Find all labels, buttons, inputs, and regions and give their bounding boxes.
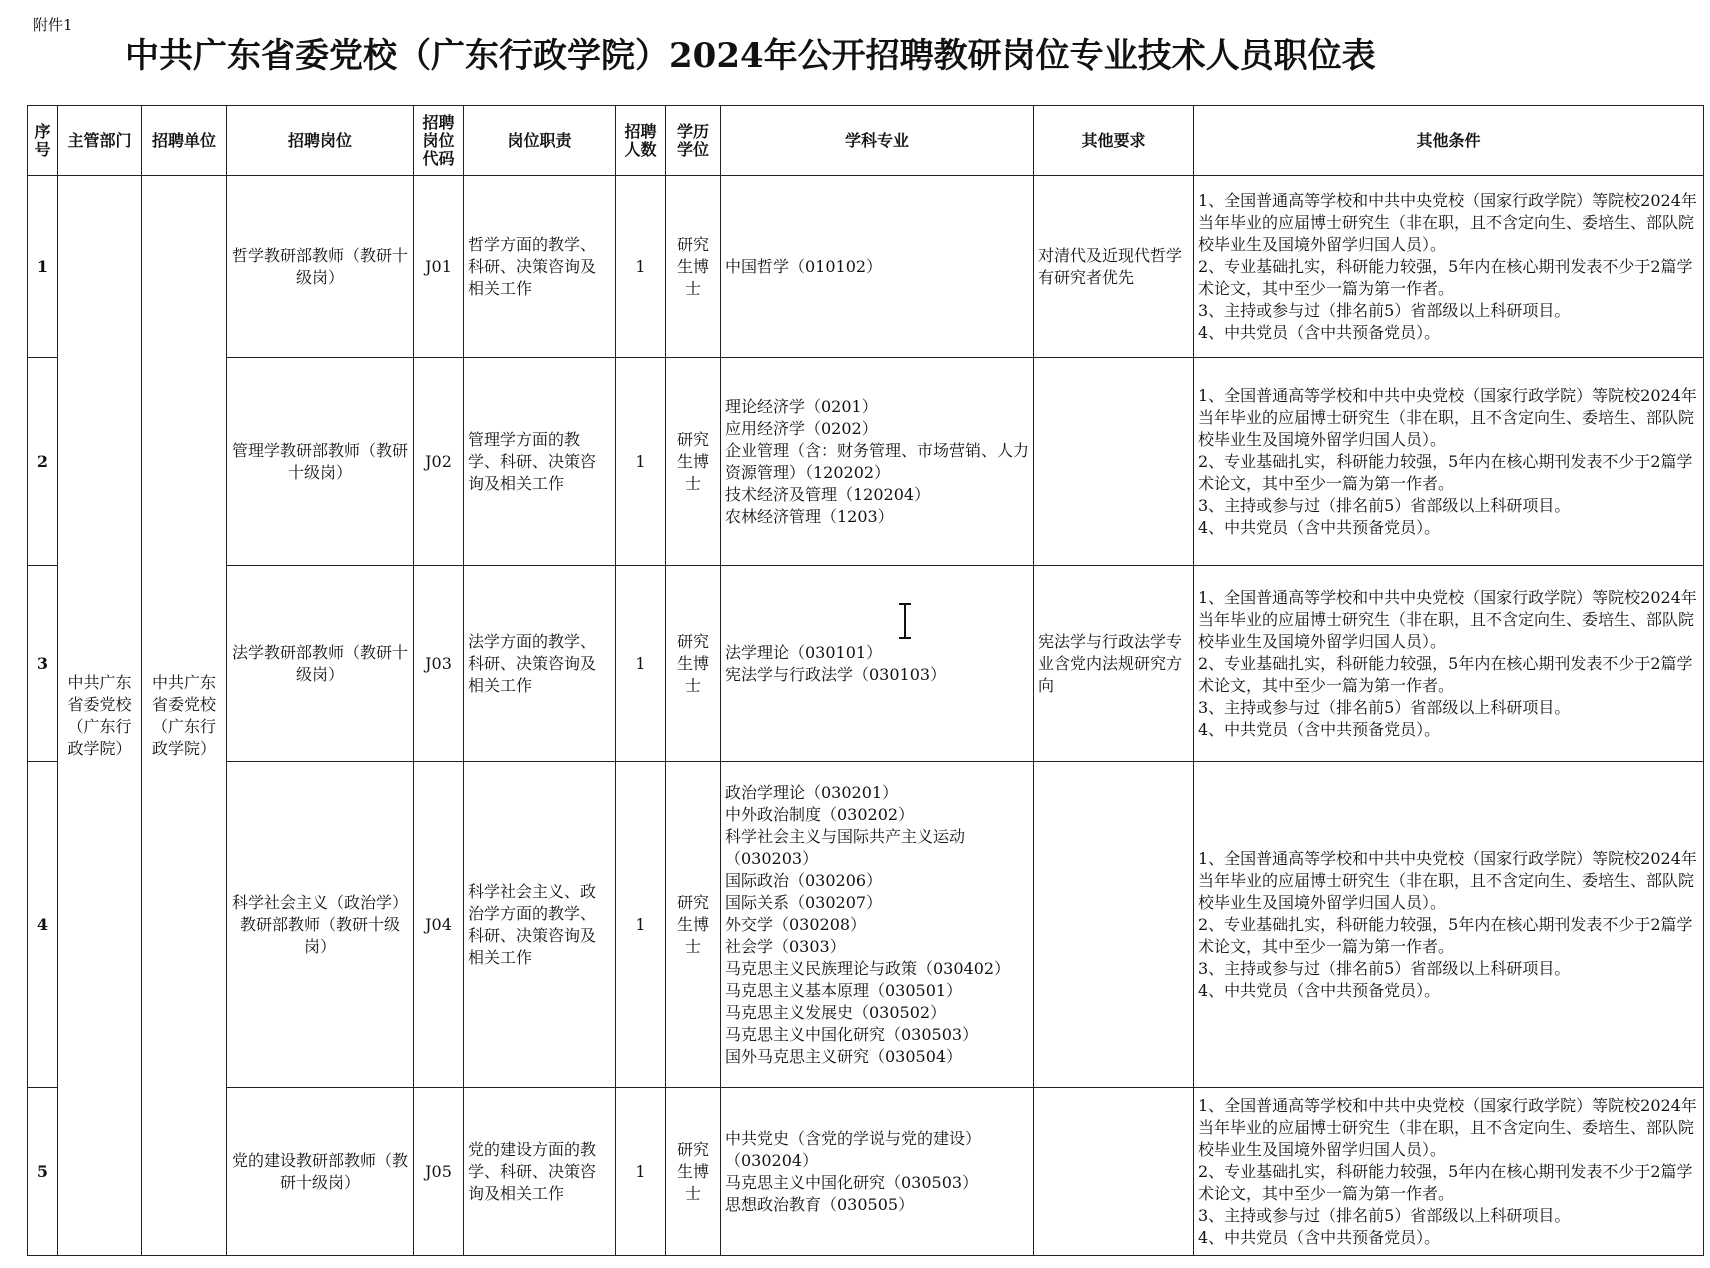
header-dept: 主管部门 bbox=[58, 106, 142, 176]
positions-table bbox=[27, 105, 1704, 1256]
row-seq: 4 bbox=[28, 762, 58, 1088]
conditions-cell: 1、全国普通高等学校和中共中央党校（国家行政学院）等院校2024年当年毕业的应届博士研究生（非在职，且不含定向生、委培生、部队院校毕业生及国境外留学归国人员）。 2、专业基础扎实，科研能力较强，5年内在核心期刊发表不少于2篇学术论文，其中至少一篇为第一作者。 3、主持或参与过（排名前5）省部级以上科研项目。 4、中共党员（含中共预备党员）。 bbox=[1194, 762, 1704, 1088]
row-seq: 5 bbox=[28, 1088, 58, 1256]
other-req-cell bbox=[1034, 358, 1194, 566]
count-cell: 1 bbox=[616, 566, 666, 762]
row-seq: 2 bbox=[28, 358, 58, 566]
majors-cell: 政治学理论（030201） 中外政治制度（030202） 科学社会主义与国际共产主义运动（030203） 国际政治（030206） 国际关系（030207） 外交学（030208） 社会学（0303） 马克思主义民族理论与政策（030402） 马克思主义基本原理（030501） 马克思主义发展史（030502） 马克思主义中国化研究（030503） 国外马克思主义研究（030504） bbox=[721, 762, 1034, 1088]
post-cell: 哲学教研部教师（教研十级岗） bbox=[227, 176, 414, 358]
header-other-req: 其他要求 bbox=[1034, 106, 1194, 176]
header-other-cond: 其他条件 bbox=[1194, 106, 1704, 176]
header-degree: 学历学位 bbox=[666, 106, 721, 176]
duty-cell: 党的建设方面的教学、科研、决策咨询及相关工作 bbox=[464, 1088, 616, 1256]
table-row bbox=[28, 762, 1704, 1088]
conditions-cell: 1、全国普通高等学校和中共中央党校（国家行政学院）等院校2024年当年毕业的应届博士研究生（非在职，且不含定向生、委培生、部队院校毕业生及国境外留学归国人员）。 2、专业基础扎实，科研能力较强，5年内在核心期刊发表不少于2篇学术论文，其中至少一篇为第一作者。 3、主持或参与过（排名前5）省部级以上科研项目。 4、中共党员（含中共预备党员）。 bbox=[1194, 566, 1704, 762]
code-cell: J05 bbox=[414, 1088, 464, 1256]
text-cursor-icon bbox=[904, 603, 906, 639]
duty-cell: 科学社会主义、政治学方面的教学、科研、决策咨询及相关工作 bbox=[464, 762, 616, 1088]
count-cell: 1 bbox=[616, 1088, 666, 1256]
majors-cell: 中共党史（含党的学说与党的建设）（030204） 马克思主义中国化研究（030503） 思想政治教育（030505） bbox=[721, 1088, 1034, 1256]
post-cell: 党的建设教研部教师（教研十级岗） bbox=[227, 1088, 414, 1256]
degree-cell: 研究生博士 bbox=[666, 176, 721, 358]
code-cell: J02 bbox=[414, 358, 464, 566]
degree-cell: 研究生博士 bbox=[666, 358, 721, 566]
count-cell: 1 bbox=[616, 358, 666, 566]
degree-cell: 研究生博士 bbox=[666, 566, 721, 762]
post-cell: 管理学教研部教师（教研十级岗） bbox=[227, 358, 414, 566]
duty-cell: 法学方面的教学、科研、决策咨询及相关工作 bbox=[464, 566, 616, 762]
header-code: 招聘岗位代码 bbox=[414, 106, 464, 176]
other-req-cell: 对清代及近现代哲学有研究者优先 bbox=[1034, 176, 1194, 358]
table-row bbox=[28, 566, 1704, 762]
other-req-cell: 宪法学与行政法学专业含党内法规研究方向 bbox=[1034, 566, 1194, 762]
majors-cell: 理论经济学（0201） 应用经济学（0202） 企业管理（含：财务管理、市场营销、人力资源管理）（120202） 技术经济及管理（120204） 农林经济管理（1203） bbox=[721, 358, 1034, 566]
row-seq: 3 bbox=[28, 566, 58, 762]
other-req-cell bbox=[1034, 762, 1194, 1088]
degree-cell: 研究生博士 bbox=[666, 762, 721, 1088]
majors-cell: 法学理论（030101） 宪法学与行政法学（030103） bbox=[721, 566, 1034, 762]
conditions-cell: 1、全国普通高等学校和中共中央党校（国家行政学院）等院校2024年当年毕业的应届博士研究生（非在职，且不含定向生、委培生、部队院校毕业生及国境外留学归国人员）。 2、专业基础扎实，科研能力较强，5年内在核心期刊发表不少于2篇学术论文，其中至少一篇为第一作者。 3、主持或参与过（排名前5）省部级以上科研项目。 4、中共党员（含中共预备党员）。 bbox=[1194, 176, 1704, 358]
majors-cell: 中国哲学（010102） bbox=[721, 176, 1034, 358]
row-seq: 1 bbox=[28, 176, 58, 358]
count-cell: 1 bbox=[616, 176, 666, 358]
other-req-cell bbox=[1034, 1088, 1194, 1256]
header-unit: 招聘单位 bbox=[142, 106, 227, 176]
header-row bbox=[28, 106, 1704, 176]
duty-cell: 管理学方面的教学、科研、决策咨询及相关工作 bbox=[464, 358, 616, 566]
code-cell: J03 bbox=[414, 566, 464, 762]
duty-cell: 哲学方面的教学、科研、决策咨询及相关工作 bbox=[464, 176, 616, 358]
header-seq: 序号 bbox=[28, 106, 58, 176]
header-count: 招聘人数 bbox=[616, 106, 666, 176]
table-row bbox=[28, 1088, 1704, 1256]
code-cell: J01 bbox=[414, 176, 464, 358]
header-major: 学科专业 bbox=[721, 106, 1034, 176]
conditions-cell: 1、全国普通高等学校和中共中央党校（国家行政学院）等院校2024年当年毕业的应届博士研究生（非在职，且不含定向生、委培生、部队院校毕业生及国境外留学归国人员）。 2、专业基础扎实，科研能力较强，5年内在核心期刊发表不少于2篇学术论文，其中至少一篇为第一作者。 3、主持或参与过（排名前5）省部级以上科研项目。 4、中共党员（含中共预备党员）。 bbox=[1194, 358, 1704, 566]
table-row bbox=[28, 358, 1704, 566]
count-cell: 1 bbox=[616, 762, 666, 1088]
page-title: 中共广东省委党校（广东行政学院）2024年公开招聘教研岗位专业技术人员职位表 bbox=[125, 36, 1376, 76]
attachment-label: 附件1 bbox=[33, 16, 73, 34]
header-duty: 岗位职责 bbox=[464, 106, 616, 176]
post-cell: 法学教研部教师（教研十级岗） bbox=[227, 566, 414, 762]
dept-cell: 中共广东省委党校（广东行政学院） bbox=[58, 176, 142, 1256]
code-cell: J04 bbox=[414, 762, 464, 1088]
header-post: 招聘岗位 bbox=[227, 106, 414, 176]
post-cell: 科学社会主义（政治学）教研部教师（教研十级岗） bbox=[227, 762, 414, 1088]
conditions-cell: 1、全国普通高等学校和中共中央党校（国家行政学院）等院校2024年当年毕业的应届博士研究生（非在职，且不含定向生、委培生、部队院校毕业生及国境外留学归国人员）。 2、专业基础扎实，科研能力较强，5年内在核心期刊发表不少于2篇学术论文，其中至少一篇为第一作者。 3、主持或参与过（排名前5）省部级以上科研项目。 4、中共党员（含中共预备党员）。 bbox=[1194, 1088, 1704, 1256]
degree-cell: 研究生博士 bbox=[666, 1088, 721, 1256]
unit-cell: 中共广东省委党校（广东行政学院） bbox=[142, 176, 227, 1256]
table-row bbox=[28, 176, 1704, 358]
